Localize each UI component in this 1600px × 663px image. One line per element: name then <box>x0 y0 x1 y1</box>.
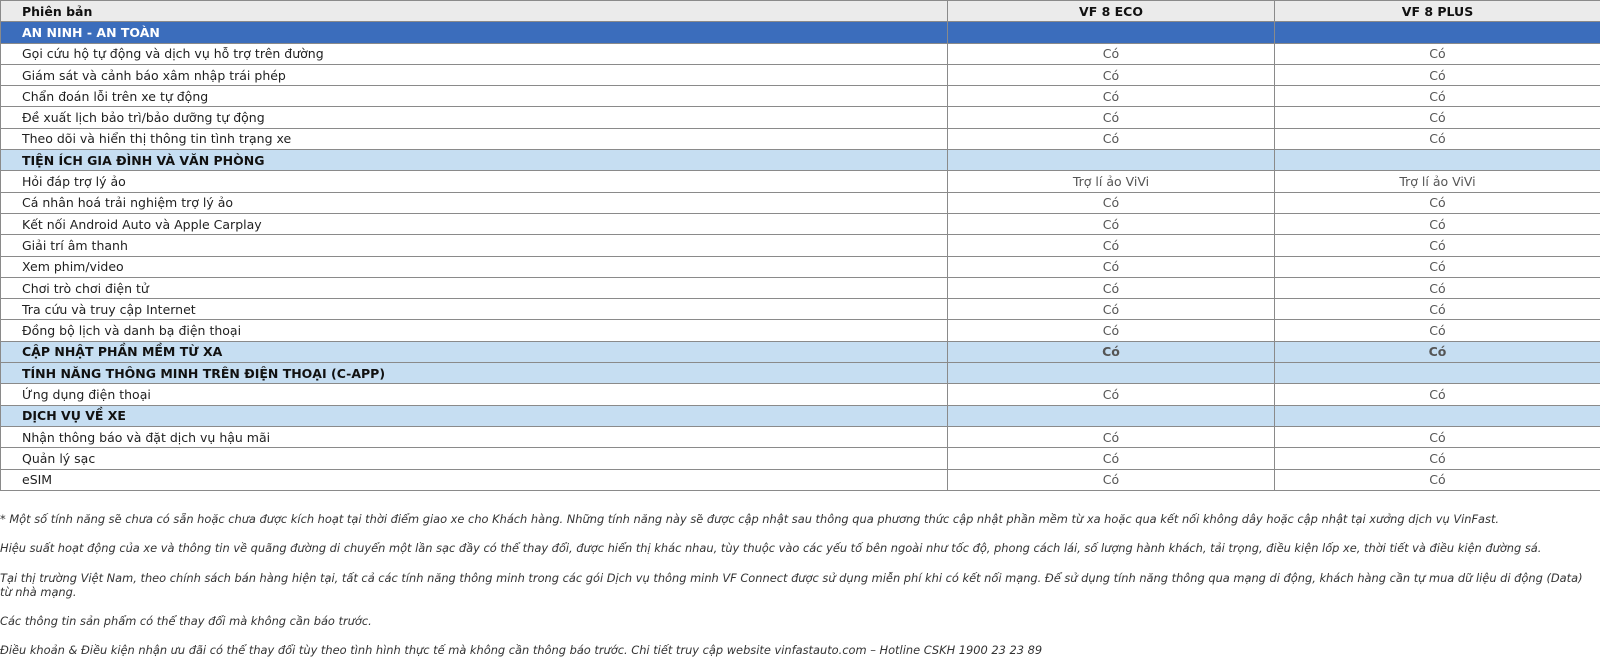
feature-cell: Cá nhân hoá trải nghiệm trợ lý ảo <box>1 192 948 213</box>
vf8-plus-cell: Có <box>1275 235 1600 256</box>
vf8-plus-cell: Có <box>1275 341 1600 362</box>
vf8-eco-cell: Có <box>948 86 1275 107</box>
vf8-eco-cell: Có <box>948 107 1275 128</box>
table-row <box>1 235 1600 256</box>
vf8-plus-cell: Có <box>1275 107 1600 128</box>
table-row <box>1 448 1600 469</box>
vf8-plus-cell: Trợ lí ảo ViVi <box>1275 171 1600 192</box>
header-vf8-eco: VF 8 ECO <box>948 1 1275 22</box>
table-row <box>1 320 1600 341</box>
feature-cell: Đồng bộ lịch và danh bạ điện thoại <box>1 320 948 341</box>
feature-cell: Đề xuất lịch bảo trì/bảo dưỡng tự động <box>1 107 948 128</box>
feature-cell: TIỆN ÍCH GIA ĐÌNH VÀ VĂN PHÒNG <box>1 150 948 171</box>
vf8-plus-cell: Có <box>1275 320 1600 341</box>
footnote: Điều khoản & Điều kiện nhận ưu đãi có thể thay đổi tùy theo tình hình thực tế mà không cần thông báo trước. Chi tiết truy cập website vinfastauto.com – Hotline CSKH 1900 23 23 89 <box>0 643 1043 657</box>
table-row <box>1 384 1600 405</box>
vf8-eco-cell: Có <box>948 64 1275 85</box>
feature-cell: Tra cứu và truy cập Internet <box>1 299 948 320</box>
feature-cell: Giải trí âm thanh <box>1 235 948 256</box>
table-row <box>1 171 1600 192</box>
vf8-eco-cell <box>948 363 1275 384</box>
table-row <box>1 213 1600 234</box>
vf8-plus-cell: Có <box>1275 384 1600 405</box>
vf8-plus-cell: Có <box>1275 277 1600 298</box>
section-row <box>1 150 1600 171</box>
vf8-eco-cell: Có <box>948 320 1275 341</box>
vf8-plus-cell: Có <box>1275 256 1600 277</box>
footnote: * Một số tính năng sẽ chưa có sẵn hoặc chưa được kích hoạt tại thời điểm giao xe cho Khách hàng. Những tính năng này sẽ được cập nhật sau thông qua phương thức cập nhật phần mềm từ xa hoặc qua kết nối không dây hoặc cập nhật tại xưởng dịch vụ VinFast. <box>0 512 1500 526</box>
feature-cell: Gọi cứu hộ tự động và dịch vụ hỗ trợ trên đường <box>1 43 948 64</box>
vf8-eco-cell: Có <box>948 256 1275 277</box>
feature-cell: Giám sát và cảnh báo xâm nhập trái phép <box>1 64 948 85</box>
table-header-row <box>1 1 1600 22</box>
vf8-plus-cell <box>1275 405 1600 426</box>
vf8-eco-cell: Có <box>948 213 1275 234</box>
header-vf8-plus: VF 8 PLUS <box>1275 1 1600 22</box>
vf8-eco-cell: Trợ lí ảo ViVi <box>948 171 1275 192</box>
vf8-eco-cell: Có <box>948 384 1275 405</box>
table-row <box>1 107 1600 128</box>
vf8-plus-cell: Có <box>1275 86 1600 107</box>
feature-cell: eSIM <box>1 469 948 490</box>
feature-cell: Xem phim/video <box>1 256 948 277</box>
vf8-plus-cell: Có <box>1275 64 1600 85</box>
table-row <box>1 256 1600 277</box>
vf8-plus-cell: Có <box>1275 469 1600 490</box>
vf8-plus-cell: Có <box>1275 448 1600 469</box>
feature-cell: Chơi trò chơi điện tử <box>1 277 948 298</box>
header-feature: Phiên bản <box>1 1 948 22</box>
vf8-plus-cell <box>1275 363 1600 384</box>
vf8-eco-cell <box>948 150 1275 171</box>
footnote: Hiệu suất hoạt động của xe và thông tin về quãng đường di chuyển một lần sạc đầy có thể thay đổi, được hiển thị khác nhau, tùy thuộc vào các yếu tố bên ngoài như tốc độ, phong cách lái, số lượng hành khách, tải trọng, điều kiện lốp xe, thời tiết và điều kiện đường sá. <box>0 541 1542 555</box>
vf8-plus-cell: Có <box>1275 299 1600 320</box>
vf8-eco-cell <box>948 22 1275 43</box>
table-row <box>1 426 1600 447</box>
table-row <box>1 64 1600 85</box>
vf8-plus-cell <box>1275 22 1600 43</box>
feature-cell: Kết nối Android Auto và Apple Carplay <box>1 213 948 234</box>
vf8-eco-cell: Có <box>948 43 1275 64</box>
table-row <box>1 299 1600 320</box>
feature-cell: Ứng dụng điện thoại <box>1 384 948 405</box>
table-row <box>1 86 1600 107</box>
feature-cell: Chẩn đoán lỗi trên xe tự động <box>1 86 948 107</box>
vf8-eco-cell: Có <box>948 128 1275 149</box>
section-row <box>1 363 1600 384</box>
table-row <box>1 469 1600 490</box>
vf8-eco-cell: Có <box>948 235 1275 256</box>
vf8-plus-cell: Có <box>1275 213 1600 234</box>
feature-cell: Nhận thông báo và đặt dịch vụ hậu mãi <box>1 426 948 447</box>
table-row <box>1 192 1600 213</box>
vf8-plus-cell: Có <box>1275 128 1600 149</box>
feature-cell: DỊCH VỤ VỀ XE <box>1 405 948 426</box>
vf8-eco-cell: Có <box>948 299 1275 320</box>
vf8-eco-cell: Có <box>948 469 1275 490</box>
vf8-plus-cell: Có <box>1275 43 1600 64</box>
table-row <box>1 277 1600 298</box>
vf8-eco-cell: Có <box>948 426 1275 447</box>
feature-cell: CẬP NHẬT PHẦN MỀM TỪ XA <box>1 341 948 362</box>
vf8-plus-cell <box>1275 150 1600 171</box>
vf8-eco-cell: Có <box>948 448 1275 469</box>
vf8-eco-cell: Có <box>948 277 1275 298</box>
feature-cell: Quản lý sạc <box>1 448 948 469</box>
vf8-plus-cell: Có <box>1275 192 1600 213</box>
feature-cell: Hỏi đáp trợ lý ảo <box>1 171 948 192</box>
vf8-eco-cell: Có <box>948 192 1275 213</box>
footnote: Tại thị trường Việt Nam, theo chính sách bán hàng hiện tại, tất cả các tính năng thông minh trong các gói Dịch vụ thông minh VF Connect được sử dụng miễn phí khi có kết nối mạng. Để sử dụng tính năng thông qua mạng di động, khách hàng cần tự mua dữ liệu di động (Data) từ nhà mạng. <box>0 571 1583 599</box>
feature-cell: AN NINH - AN TOÀN <box>1 22 948 43</box>
vf8-eco-cell <box>948 405 1275 426</box>
table-row <box>1 128 1600 149</box>
table-body <box>1 22 1600 491</box>
feature-cell: Theo dõi và hiển thị thông tin tình trạng xe <box>1 128 948 149</box>
vf8-eco-cell: Có <box>948 341 1275 362</box>
section-row <box>1 405 1600 426</box>
section-row <box>1 341 1600 362</box>
table-row <box>1 43 1600 64</box>
section-row <box>1 22 1600 43</box>
feature-cell: TÍNH NĂNG THÔNG MINH TRÊN ĐIỆN THOẠI (C-APP) <box>1 363 948 384</box>
footnote: Các thông tin sản phẩm có thể thay đổi mà không cần báo trước. <box>0 614 372 628</box>
vf8-plus-cell: Có <box>1275 426 1600 447</box>
